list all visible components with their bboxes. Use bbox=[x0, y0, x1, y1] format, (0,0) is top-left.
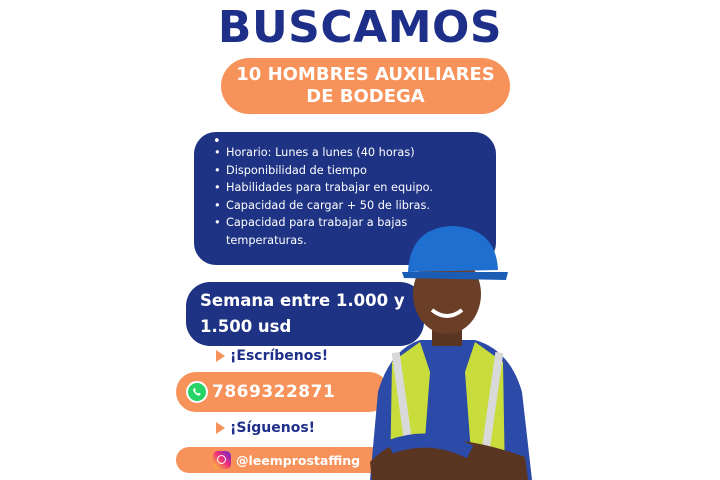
write-us-label-row bbox=[216, 348, 328, 364]
decorative-dot: • bbox=[213, 134, 221, 149]
worker-photo bbox=[360, 222, 535, 480]
headline: BUSCAMOS bbox=[217, 2, 503, 53]
salary-line-2: 1.500 usd bbox=[200, 317, 292, 336]
arrow-right-icon bbox=[216, 350, 225, 362]
social-handle-pill[interactable] bbox=[176, 447, 386, 473]
requirement-item: • Habilidades para trabajar en equipo. bbox=[214, 179, 480, 197]
phone-pill[interactable] bbox=[176, 372, 389, 412]
requirement-item: • Disponibilidad de tiempo bbox=[214, 162, 480, 180]
follow-label-row bbox=[216, 420, 315, 436]
write-us-label: ¡Escríbenos! bbox=[230, 348, 329, 364]
job-title-banner bbox=[221, 58, 510, 114]
requirement-item: • Capacidad para trabajar a bajas temperaturas. bbox=[214, 214, 480, 249]
instagram-icon bbox=[213, 451, 231, 469]
arrow-right-icon bbox=[216, 422, 225, 434]
whatsapp-icon bbox=[186, 381, 208, 403]
job-title-line-1: 10 HOMBRES AUXILIARES bbox=[236, 64, 495, 85]
salary-line-1: Semana entre 1.000 y bbox=[200, 291, 405, 310]
requirement-item: • Capacidad de cargar + 50 de libras. bbox=[214, 197, 480, 215]
phone-number: 7869322871 bbox=[212, 382, 336, 402]
job-title-line-2: DE BODEGA bbox=[306, 86, 425, 107]
requirement-item: • Horario: Lunes a lunes (40 horas) bbox=[214, 144, 480, 162]
follow-label: ¡Síguenos! bbox=[230, 420, 316, 436]
social-handle: @leemprostaffing bbox=[236, 452, 361, 468]
